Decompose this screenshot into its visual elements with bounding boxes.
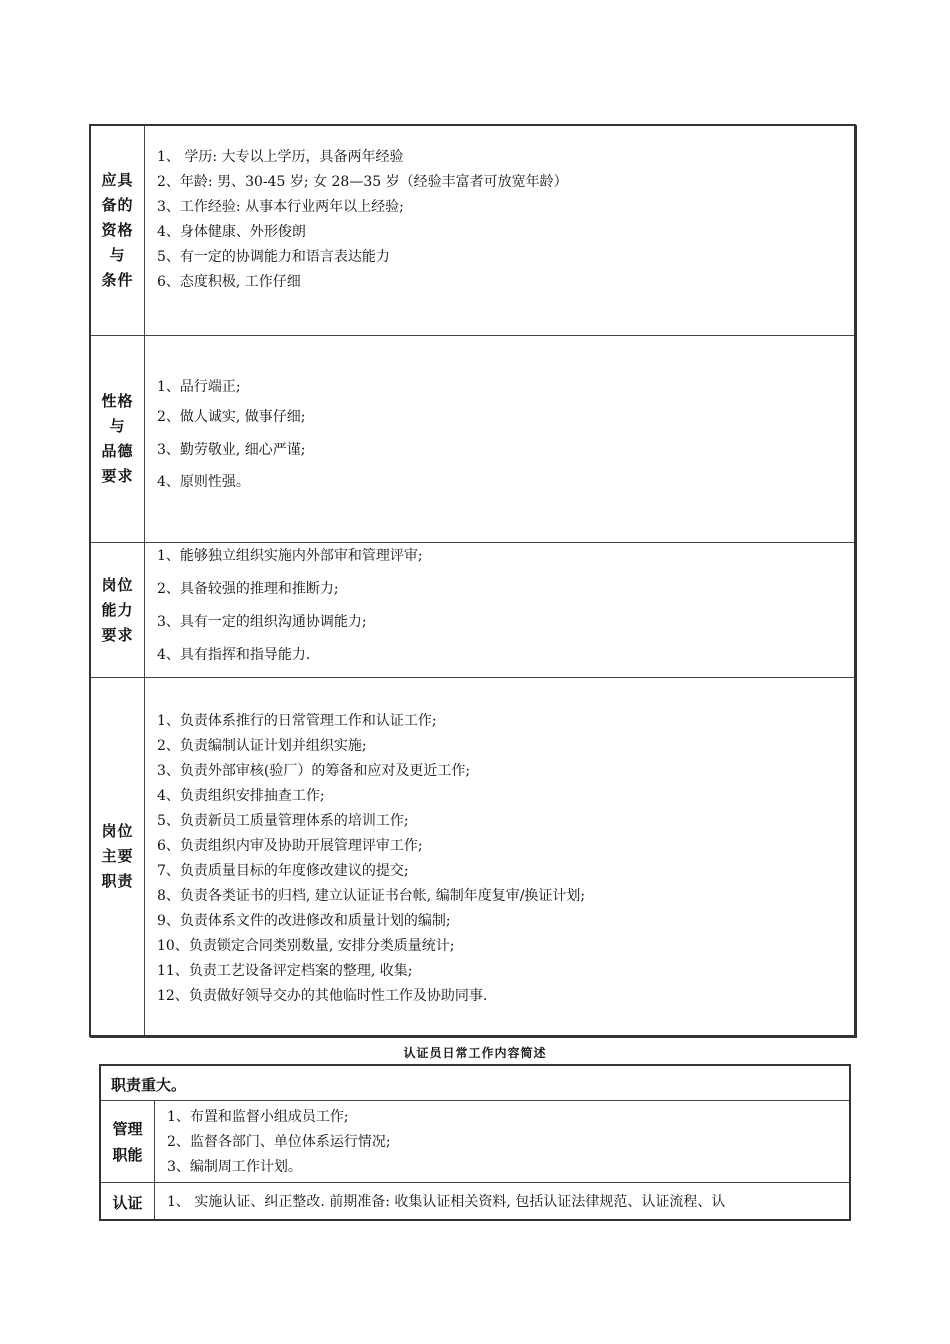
certification-list <box>155 1183 849 1221</box>
ability-list <box>145 543 854 677</box>
certification-row <box>101 1183 849 1221</box>
list-item: 1、 学历: 大专以上学历，具备两年经验 <box>157 149 404 165</box>
character-label: 性格 与 品德 要求 <box>91 336 145 542</box>
list-item: 2、负责编制认证计划并组织实施; <box>157 738 367 754</box>
duties-row <box>91 678 854 1035</box>
list-item: 1、 实施认证、纠正整改. 前期准备: 收集认证相关资料, 包括认证法律规范、认证流程、认 <box>167 1194 726 1210</box>
list-item: 11、负责工艺设备评定档案的整理, 收集; <box>157 963 413 979</box>
list-item: 1、布置和监督小组成员工作; <box>167 1109 349 1125</box>
duties-list <box>145 678 854 1035</box>
list-item: 8、负责各类证书的归档, 建立认证证书台帐, 编制年度复审/换证计划; <box>157 888 586 904</box>
management-row <box>101 1101 849 1183</box>
character-row <box>91 336 854 543</box>
list-item: 6、态度积极, 工作仔细 <box>157 274 301 290</box>
qualifications-row <box>91 126 854 336</box>
list-item: 5、有一定的协调能力和语言表达能力 <box>157 249 390 265</box>
list-item: 3、负责外部审核(验厂）的筹备和应对及更近工作; <box>157 763 471 779</box>
list-item: 4、具有指挥和指导能力. <box>157 647 311 663</box>
list-item: 6、负责组织内审及协助开展管理评审工作; <box>157 838 423 854</box>
list-item: 3、编制周工作计划。 <box>167 1159 302 1175</box>
list-item: 1、负责体系推行的日常管理工作和认证工作; <box>157 713 437 729</box>
management-label: 管理 职能 <box>101 1101 155 1182</box>
list-item: 3、具有一定的组织沟通协调能力; <box>157 614 367 630</box>
list-item: 12、负责做好领导交办的其他临时性工作及协助同事. <box>157 988 488 1004</box>
qualifications-list <box>145 126 854 335</box>
list-item: 1、品行端正; <box>157 379 241 395</box>
list-item: 10、负责锁定合同类别数量, 安排分类质量统计; <box>157 938 455 954</box>
qualifications-label: 应具 备的 资格 与 条件 <box>91 126 145 335</box>
list-item: 2、年龄: 男、30-45 岁; 女 28—35 岁（经验丰富者可放宽年龄） <box>157 174 568 190</box>
list-item: 1、能够独立组织实施内外部审和管理评审; <box>157 548 423 564</box>
list-item: 4、负责组织安排抽查工作; <box>157 788 325 804</box>
certification-label: 认证 <box>101 1183 155 1221</box>
character-list <box>145 336 854 542</box>
list-item: 7、负责质量目标的年度修改建议的提交; <box>157 863 409 879</box>
header-text: 职责重大。 <box>111 1076 187 1094</box>
duties-label: 岗位 主要 职责 <box>91 678 145 1035</box>
list-item: 9、负责体系文件的改进修改和质量计划的编制; <box>157 913 451 929</box>
ability-row <box>91 543 854 678</box>
section-caption: 认证员日常工作内容简述 <box>403 1046 547 1060</box>
list-item: 2、监督各部门、单位体系运行情况; <box>167 1134 391 1150</box>
header-row <box>101 1066 849 1101</box>
management-list <box>155 1101 849 1182</box>
list-item: 3、勤劳敬业, 细心严谨; <box>157 442 306 458</box>
list-item: 5、负责新员工质量管理体系的培训工作; <box>157 813 409 829</box>
list-item: 2、做人诚实, 做事仔细; <box>157 409 306 425</box>
list-item: 4、原则性强。 <box>157 474 250 490</box>
daily-work-table <box>99 1064 851 1221</box>
list-item: 3、工作经验: 从事本行业两年以上经验; <box>157 199 404 215</box>
job-requirements-table <box>89 124 856 1037</box>
list-item: 2、具备较强的推理和推断力; <box>157 581 339 597</box>
ability-label: 岗位 能力 要求 <box>91 543 145 677</box>
list-item: 4、身体健康、外形俊朗 <box>157 224 306 240</box>
